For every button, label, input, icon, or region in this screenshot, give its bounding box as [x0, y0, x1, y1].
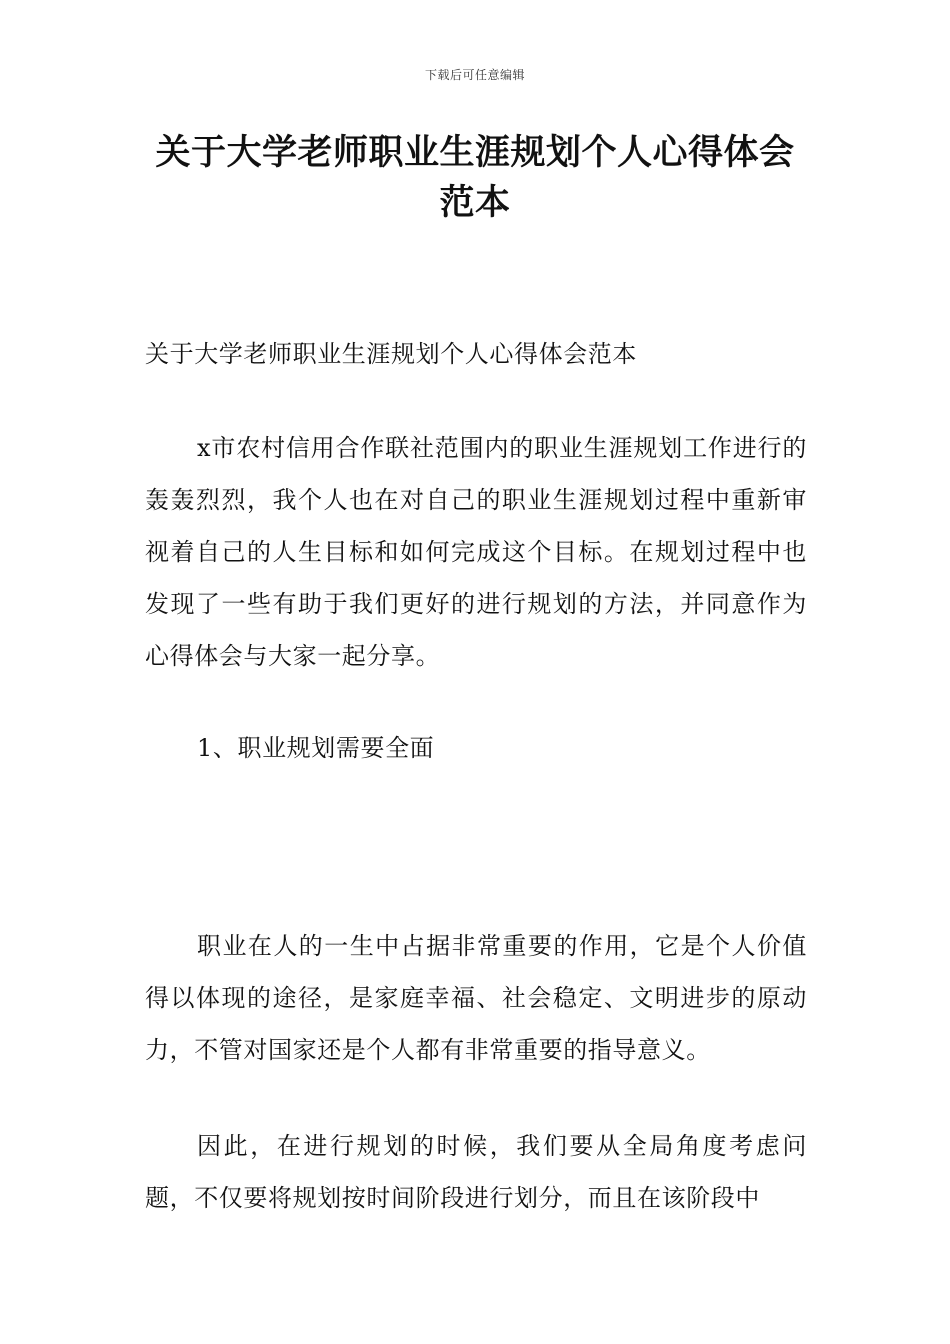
document-title — [140, 128, 810, 228]
title-line-2: 范本 — [439, 183, 511, 223]
paragraph-1: x市农村信用合作联社范围内的职业生涯规划工作进行的轰轰烈烈，我个人也在对自己的职业生涯规划过程中重新审视着自己的人生目标和如何完成这个目标。在规划过程中也发现了一些有助于我们更好的进行规划的方法，并同意作为心得体会与大家一起分享。 — [145, 434, 807, 670]
paragraph-3: 因此，在进行规划的时候，我们要从全局角度考虑问题，不仅要将规划按时间阶段进行划分，而且在该阶段中 — [145, 1132, 807, 1212]
document-subtitle: 关于大学老师职业生涯规划个人心得体会范本 — [145, 340, 637, 368]
paragraph-2: 职业在人的一生中占据非常重要的作用，它是个人价值得以体现的途径，是家庭幸福、社会稳定、文明进步的原动力，不管对国家还是个人都有非常重要的指导意义。 — [145, 932, 807, 1064]
header-note: 下载后可任意编辑 — [424, 68, 525, 82]
section-heading-1: 1、职业规划需要全面 — [197, 734, 435, 762]
title-line-1: 关于大学老师职业生涯规划个人心得体会 — [155, 133, 795, 173]
